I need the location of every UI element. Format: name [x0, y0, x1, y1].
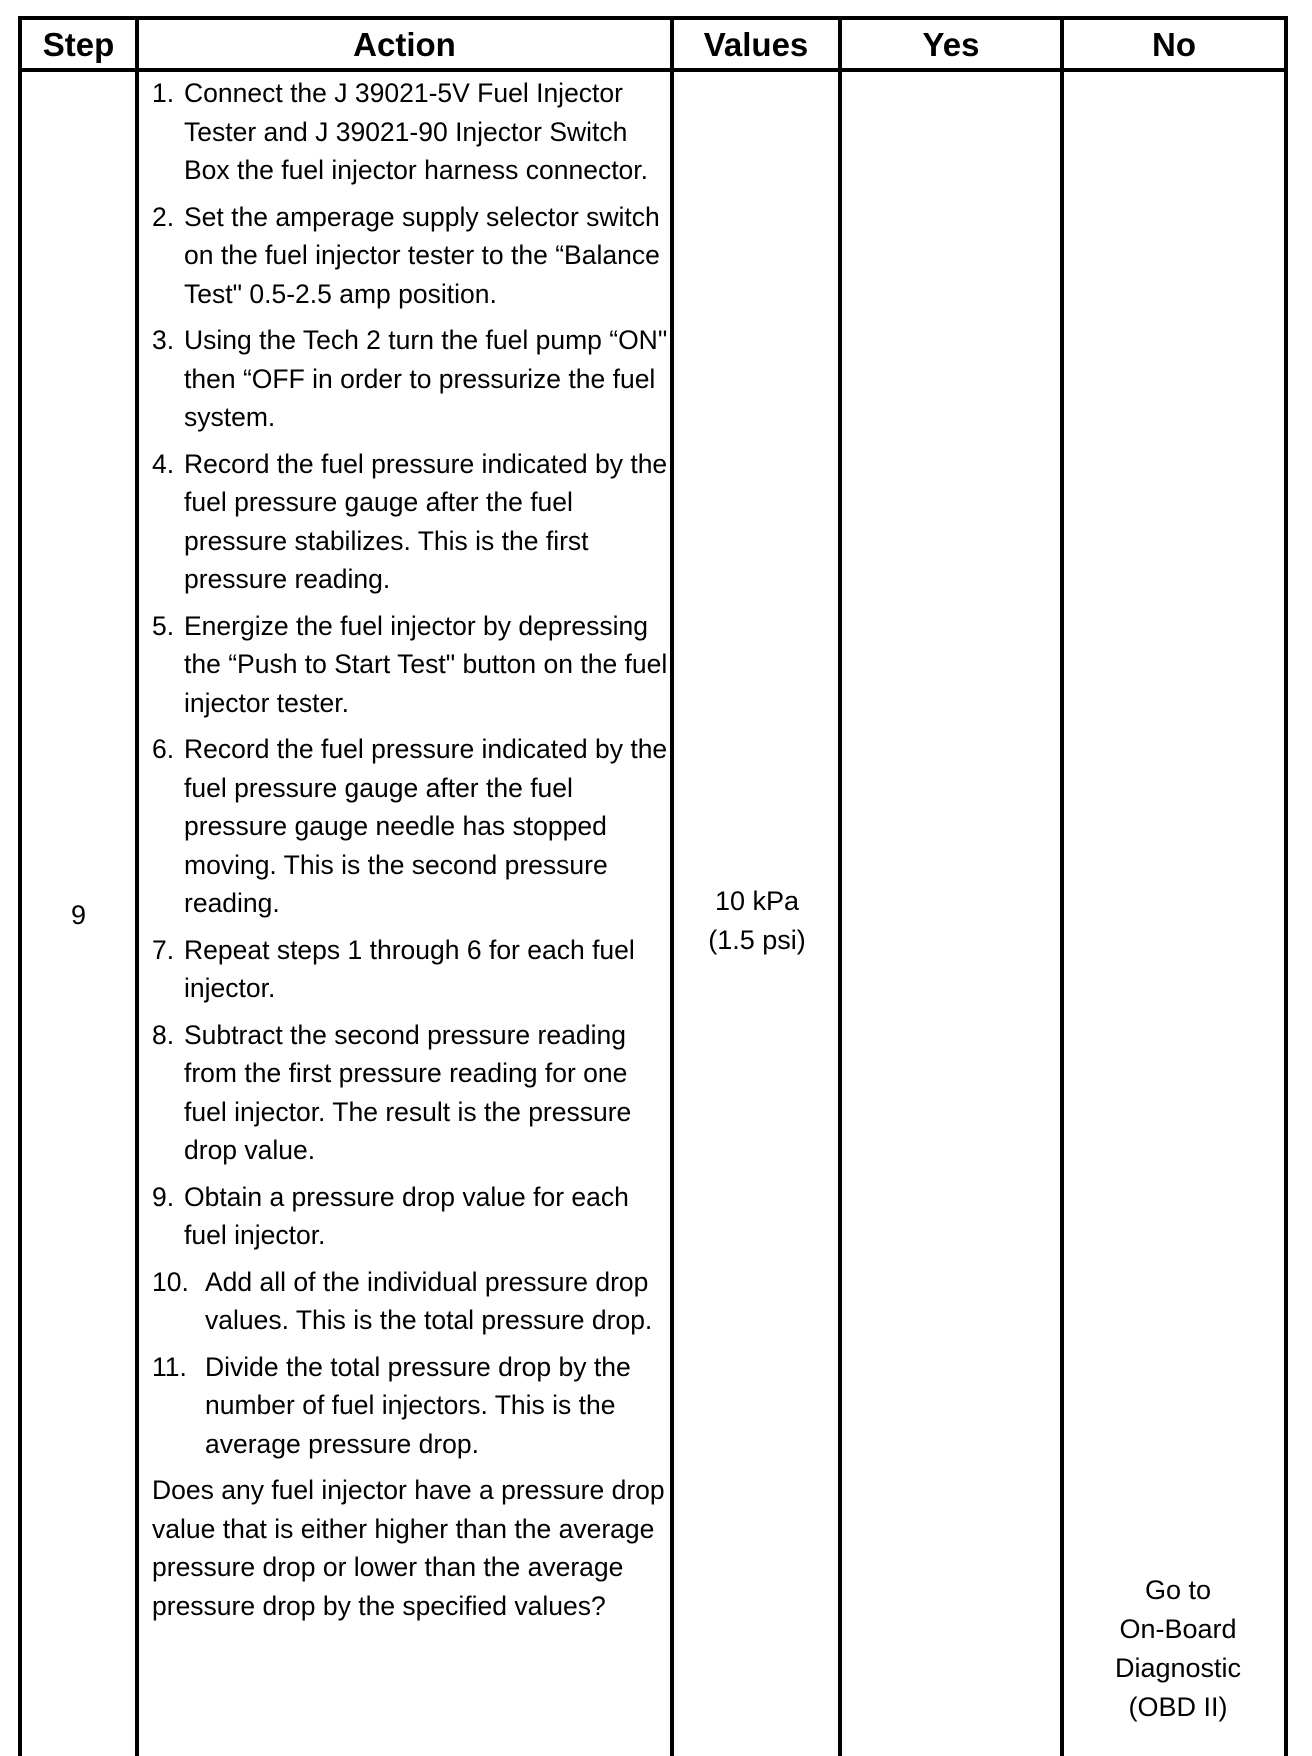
table-border-right: [1284, 16, 1288, 1756]
action-step: 3. Using the Tech 2 turn the fuel pump “ON" then “OFF in order to pressurize the fuel system.: [152, 325, 668, 432]
action-question: Does any fuel injector have a pressure drop value that is either higher than the average pressure drop or lower than the average pressure drop by the specified values?: [152, 1475, 665, 1621]
header-no: No: [1152, 26, 1196, 63]
values-psi: (1.5 psi): [708, 925, 806, 955]
header-yes: Yes: [922, 26, 980, 63]
action-step: 2. Set the amperage supply selector switch on the fuel injector tester to the “Balance Test" 0.5-2.5 amp position.: [152, 201, 660, 309]
no-line: Go to: [1144, 1575, 1212, 1605]
action-step: 5. Energize the fuel injector by depressing the “Push to Start Test" button on the fuel injector tester.: [152, 610, 668, 718]
action-step: 9. Obtain a pressure drop value for each fuel injector.: [152, 1181, 629, 1250]
table-border-left: [18, 16, 22, 1756]
action-cell: [152, 74, 672, 1625]
no-line: (OBD II): [1128, 1692, 1228, 1722]
action-step: 1. Connect the J 39021-5V Fuel Injector Tester and J 39021-90 Injector Switch Box the fuel injector harness connector.: [152, 78, 649, 185]
action-step: 8. Subtract the second pressure reading from the first pressure reading for one fuel injector. The result is the pressure drop value.: [152, 1019, 632, 1165]
step-number: 9: [70, 900, 87, 930]
header-values: Values: [703, 26, 809, 63]
values-kpa: 10 kPa: [714, 886, 800, 916]
action-step: 11. Divide the total pressure drop by the number of fuel injectors. This is the average pressure drop.: [152, 1351, 631, 1459]
action-steps-list: [152, 74, 672, 1463]
no-line: Diagnostic: [1114, 1653, 1242, 1683]
header-action: Action: [353, 26, 456, 63]
column-divider-step-action: [135, 16, 139, 1756]
action-step: 6. Record the fuel pressure indicated by the fuel pressure gauge after the fuel pressure gauge needle has stopped moving. This is the second pressure reading.: [152, 734, 668, 918]
no-line: On-Board: [1119, 1614, 1237, 1644]
column-divider-yes-no: [1060, 16, 1064, 1756]
action-step: 10. Add all of the individual pressure drop values. This is the total pressure drop.: [152, 1266, 653, 1335]
no-cell: [1068, 1571, 1288, 1727]
values-cell: [672, 882, 842, 960]
action-step: 4. Record the fuel pressure indicated by the fuel pressure gauge after the fuel pressure stabilizes. This is the first pressure reading.: [152, 448, 668, 594]
header-step: Step: [42, 26, 115, 63]
action-step: 7. Repeat steps 1 through 6 for each fuel injector.: [152, 934, 635, 1003]
